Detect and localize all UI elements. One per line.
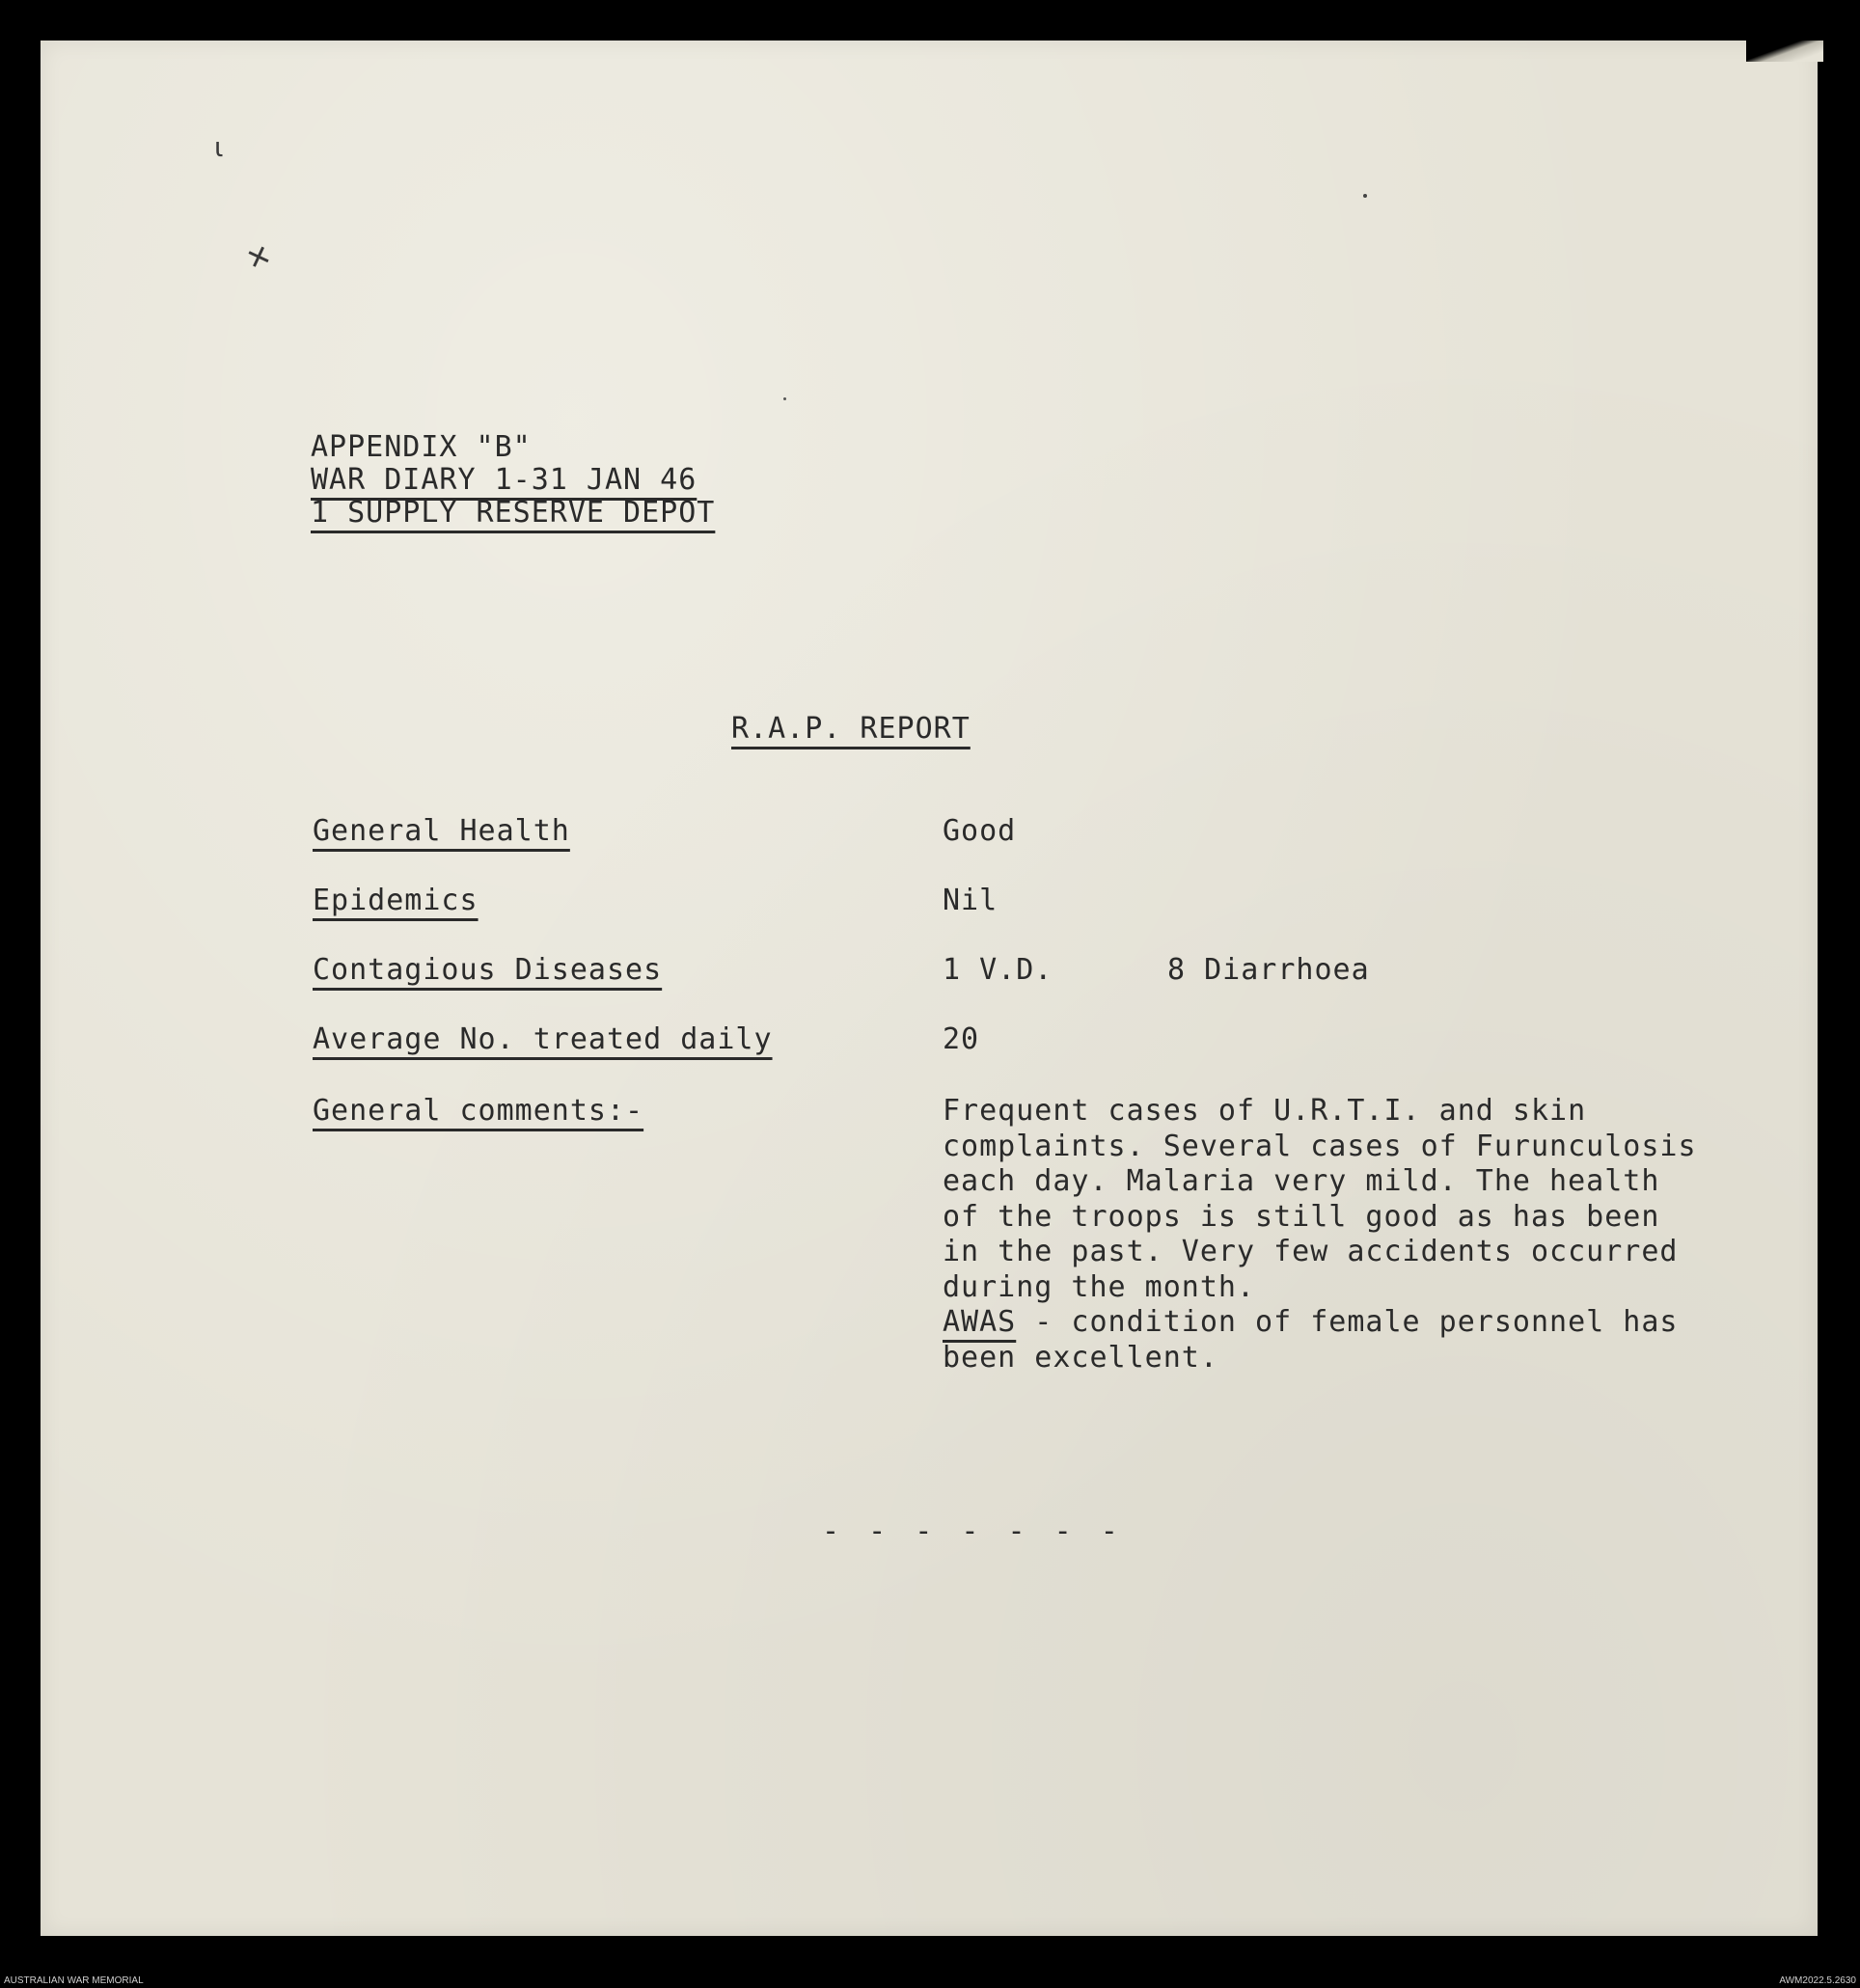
average-treated-label: Average No. treated daily	[313, 1022, 773, 1056]
staple-hole-mark: ✕	[241, 237, 277, 279]
general-health-value: Good	[943, 814, 1017, 848]
awas-label: AWAS	[943, 1305, 1017, 1339]
archive-footer	[0, 1974, 1860, 1988]
general-comments-label: General comments:-	[313, 1094, 644, 1128]
contagious-diarrhoea-value: 8 Diarrhoea	[1167, 953, 1370, 987]
awas-line	[943, 1305, 1697, 1341]
end-separator: - - - - - - -	[822, 1514, 1124, 1548]
war-diary-line: WAR DIARY 1-31 JAN 46	[311, 463, 698, 497]
paper-sheet	[41, 41, 1818, 1936]
average-treated-value: 20	[943, 1022, 980, 1056]
general-health-label: General Health	[313, 814, 570, 848]
paper-corner-fold	[1746, 41, 1823, 62]
pencil-mark: ι	[214, 131, 224, 163]
epidemics-value: Nil	[943, 884, 998, 917]
comment-line: complaints. Several cases of Furunculosis	[943, 1129, 1697, 1163]
appendix-header	[311, 431, 715, 530]
epidemics-label: Epidemics	[313, 884, 479, 917]
comment-line: of the troops is still good as has been	[943, 1199, 1660, 1234]
unit-name: 1 SUPPLY RESERVE DEPOT	[311, 496, 716, 530]
comment-line: been excellent.	[943, 1340, 1218, 1375]
comment-line: Frequent cases of U.R.T.I. and skin	[943, 1094, 1587, 1128]
archive-reference: AWM2022.5.2630	[1779, 1975, 1856, 1986]
report-title: R.A.P. REPORT	[731, 712, 971, 746]
paper-speck	[1363, 194, 1367, 198]
contagious-diseases-label: Contagious Diseases	[313, 953, 663, 987]
appendix-title: APPENDIX "B"	[311, 430, 532, 464]
comment-line: during the month.	[943, 1269, 1256, 1304]
comment-line: each day. Malaria very mild. The health	[943, 1164, 1660, 1198]
comment-line: in the past. Very few accidents occurred	[943, 1235, 1679, 1268]
archive-name: AUSTRALIAN WAR MEMORIAL	[4, 1975, 144, 1986]
paper-speck	[783, 397, 786, 400]
awas-line-rest: - condition of female personnel has	[1016, 1305, 1679, 1339]
general-comments-text	[943, 1094, 1697, 1375]
contagious-vd-value: 1 V.D.	[943, 953, 1053, 987]
